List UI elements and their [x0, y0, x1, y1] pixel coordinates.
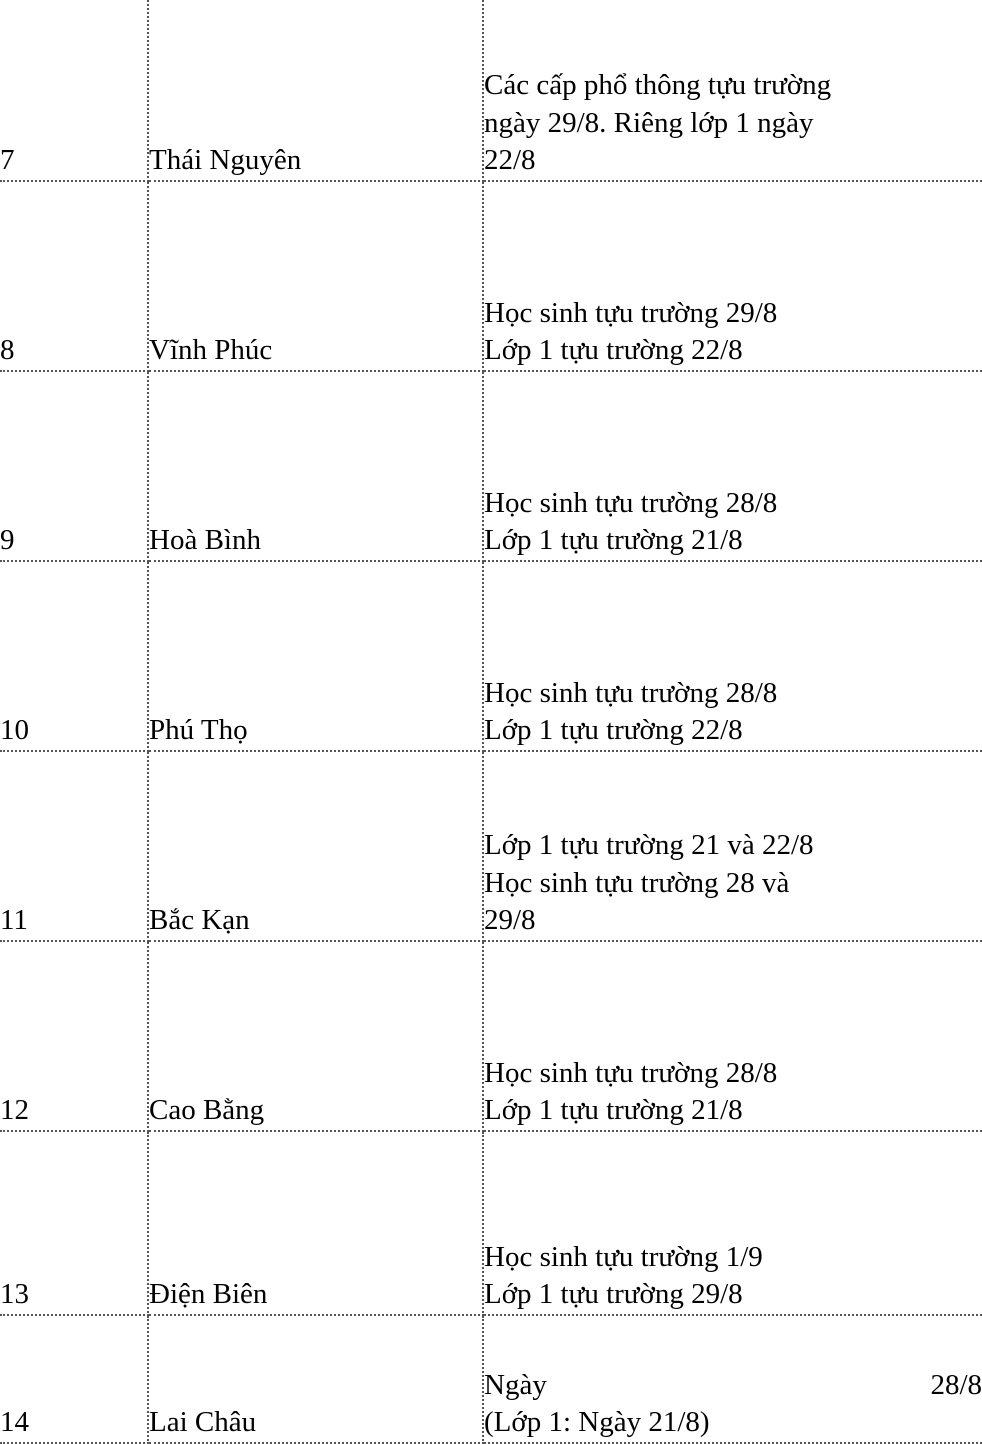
note-cell [483, 181, 982, 371]
row-number-cell: 11 [0, 751, 148, 941]
note-line: Học sinh tựu trường 28/8 [484, 486, 778, 519]
note-cell [483, 1315, 982, 1443]
province-cell: Hoà Bình [148, 371, 483, 561]
province-cell: Bắc Kạn [148, 751, 483, 941]
note-line: Lớp 1 tựu trường 21 và 22/8 [484, 828, 814, 861]
note-line: Học sinh tựu trường 29/8 [484, 296, 778, 329]
table-row [0, 1131, 982, 1315]
note-line: Học sinh tựu trường 28/8 [484, 676, 778, 709]
table-row [0, 181, 982, 371]
table-row [0, 1315, 982, 1443]
note-line: Lớp 1 tựu trường 22/8 [484, 714, 743, 747]
row-number-cell: 7 [0, 0, 148, 181]
province-cell: Điện Biên [148, 1131, 483, 1315]
note-line: Học sinh tựu trường 28/8 [484, 1056, 778, 1089]
note-line-right: 28/8 [930, 1368, 982, 1401]
note-cell [483, 0, 982, 181]
table-row [0, 371, 982, 561]
row-number-cell: 10 [0, 561, 148, 751]
province-cell: Vĩnh Phúc [148, 181, 483, 371]
province-cell: Lai Châu [148, 1315, 483, 1443]
note-line: 29/8 [484, 904, 536, 937]
province-cell: Thái Nguyên [148, 0, 483, 181]
note-cell [483, 751, 982, 941]
note-line: (Lớp 1: Ngày 21/8) [484, 1406, 710, 1439]
province-cell: Cao Bằng [148, 941, 483, 1131]
note-line: Học sinh tựu trường 28 và [484, 866, 790, 899]
note-line-left: Ngày [484, 1368, 547, 1401]
row-number-cell: 12 [0, 941, 148, 1131]
table-row [0, 0, 982, 181]
row-number-cell: 8 [0, 181, 148, 371]
table-row [0, 941, 982, 1131]
row-number-cell: 14 [0, 1315, 148, 1443]
note-cell [483, 1131, 982, 1315]
note-cell [483, 561, 982, 751]
note-line: Lớp 1 tựu trường 22/8 [484, 334, 743, 367]
table-row [0, 751, 982, 941]
note-cell [483, 941, 982, 1131]
note-line: Các cấp phổ thông tựu trường [484, 68, 832, 101]
note-line: Lớp 1 tựu trường 21/8 [484, 1094, 743, 1127]
note-cell [483, 371, 982, 561]
row-number-cell: 9 [0, 371, 148, 561]
note-line: ngày 29/8. Riêng lớp 1 ngày [484, 106, 814, 139]
note-line [484, 1367, 982, 1405]
note-line: Học sinh tựu trường 1/9 [484, 1240, 763, 1273]
province-cell: Phú Thọ [148, 561, 483, 751]
note-line: Lớp 1 tựu trường 21/8 [484, 524, 743, 557]
table-row [0, 561, 982, 751]
row-number-cell: 13 [0, 1131, 148, 1315]
note-line: 22/8 [484, 144, 536, 177]
note-line: Lớp 1 tựu trường 29/8 [484, 1278, 743, 1311]
